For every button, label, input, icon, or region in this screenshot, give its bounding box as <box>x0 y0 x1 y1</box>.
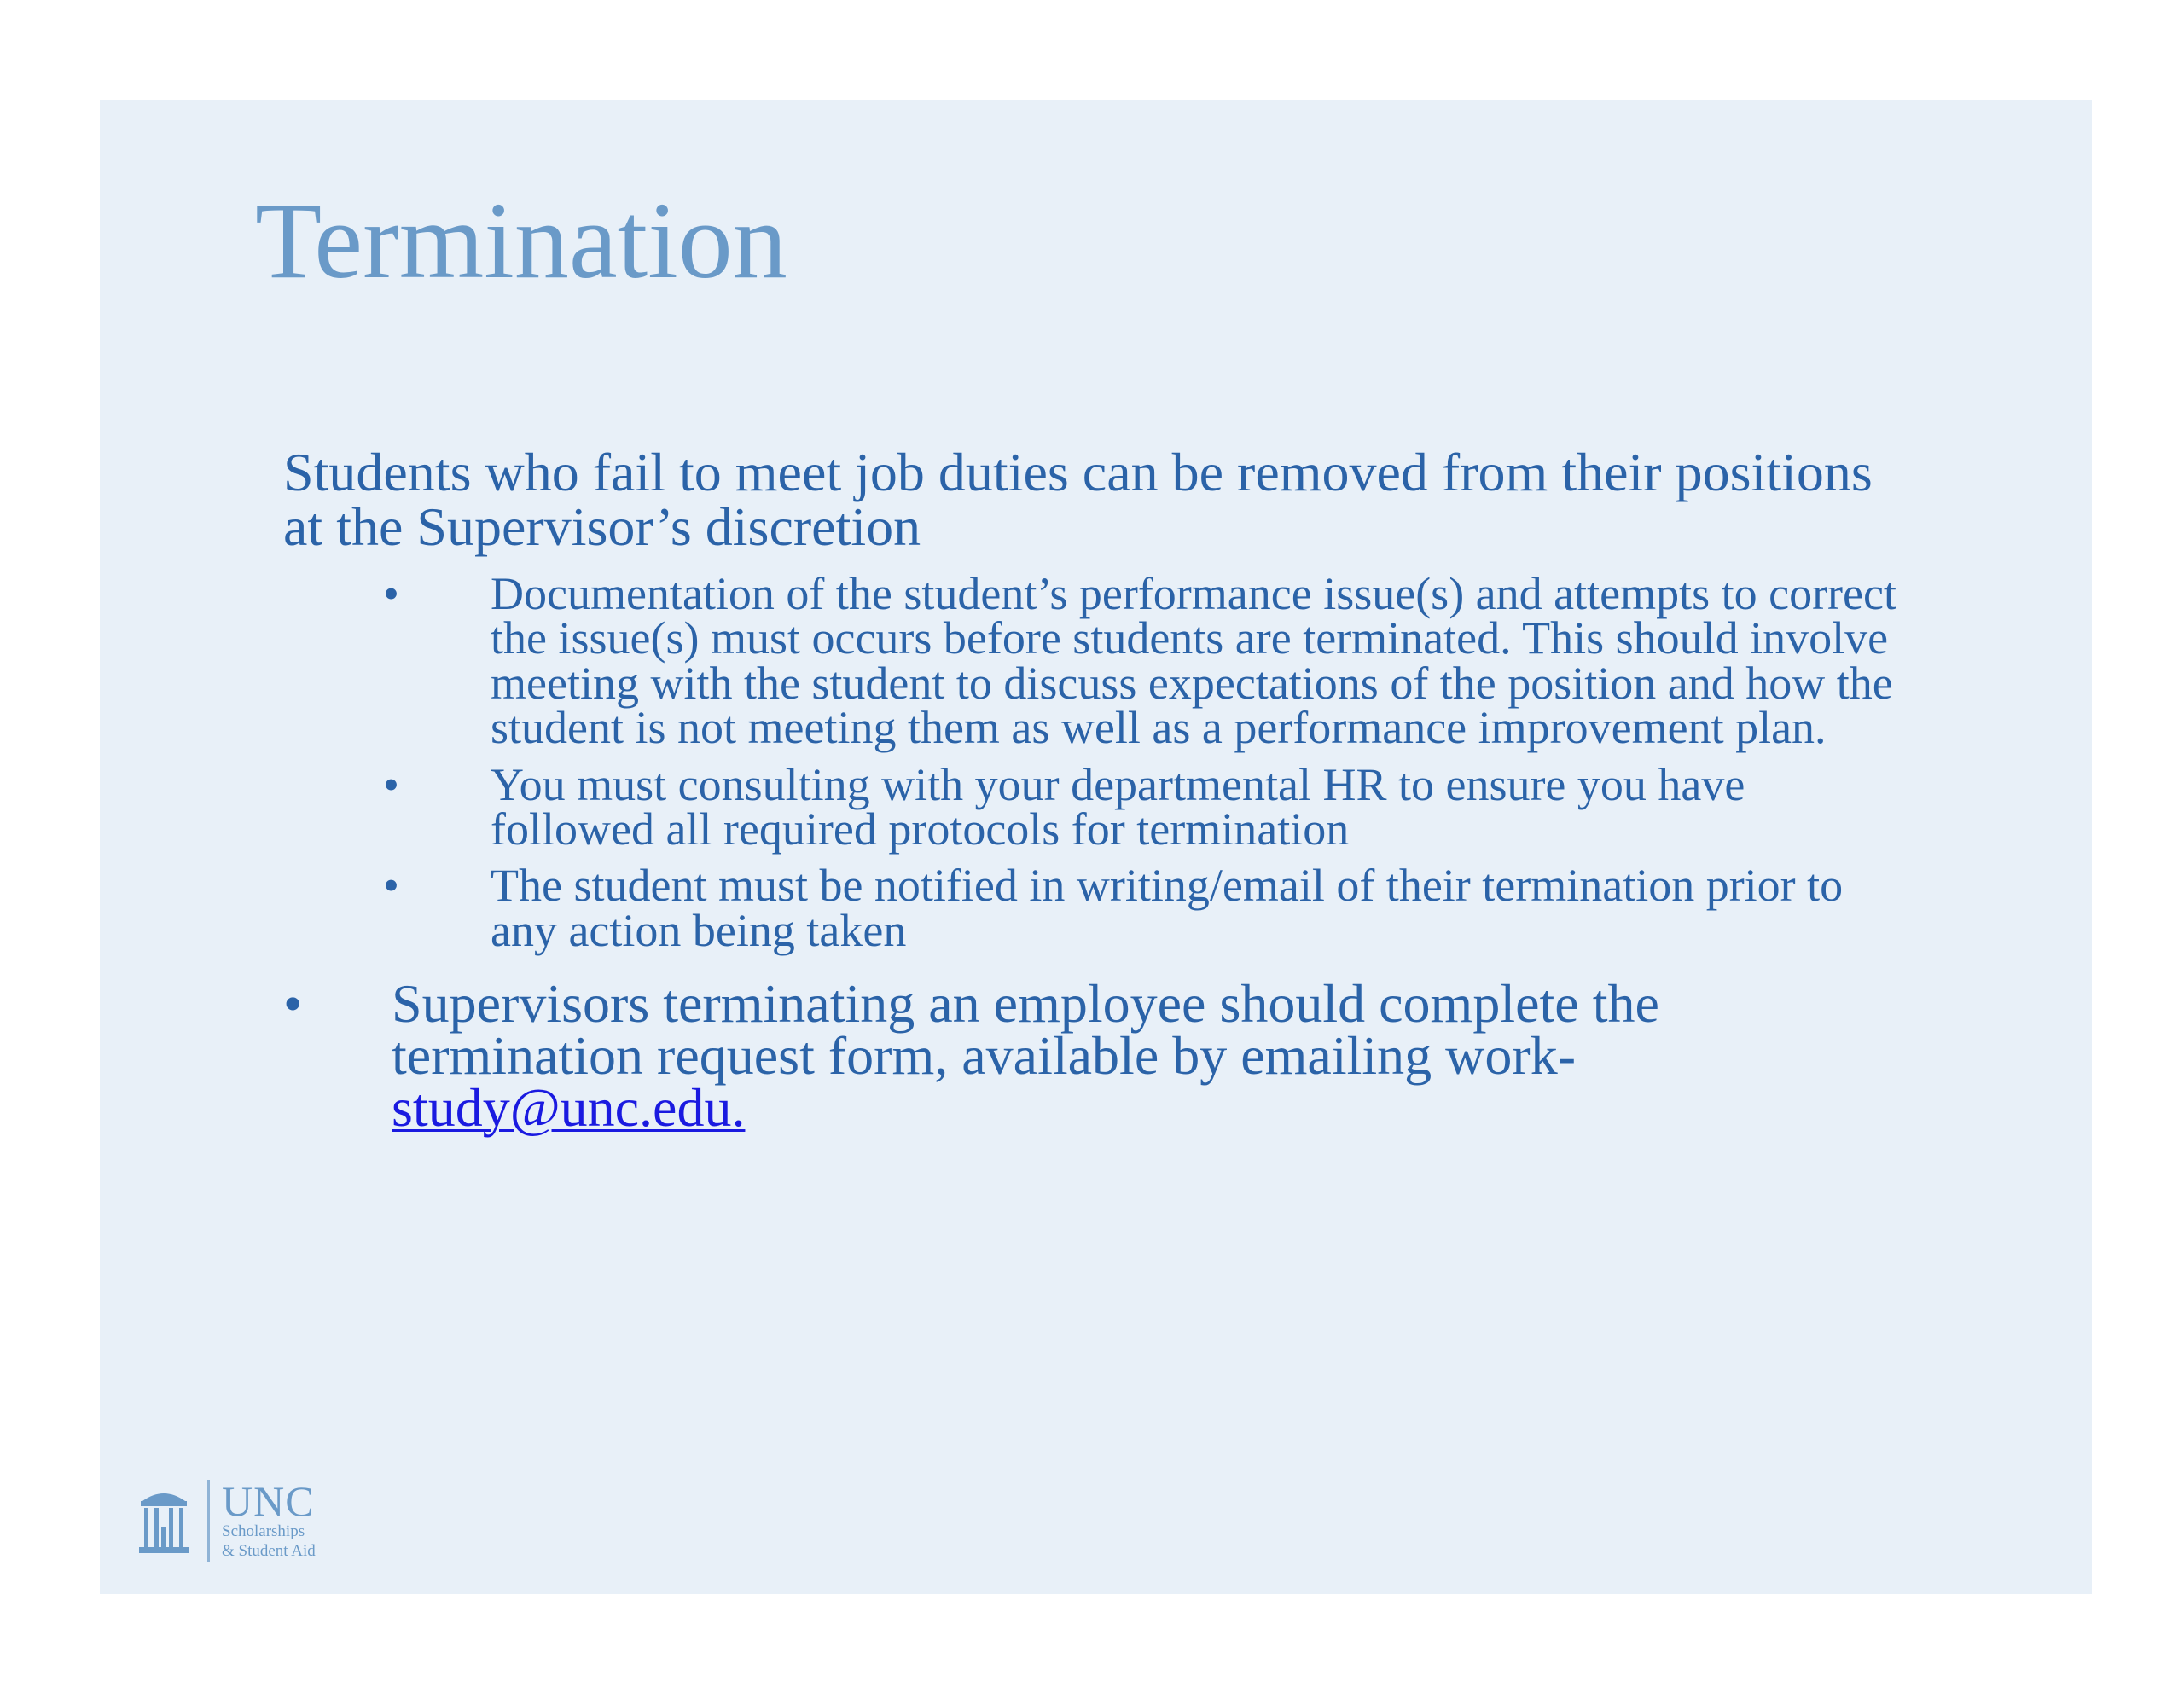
old-well-icon <box>137 1484 190 1557</box>
logo-line-2: & Student Aid <box>222 1542 316 1560</box>
sub-bullet-item <box>283 758 1904 855</box>
logo-name: UNC <box>222 1477 315 1526</box>
sub-bullet-list <box>283 568 1904 956</box>
bullet-icon: • <box>383 568 399 619</box>
main-bullet-text: Supervisors terminating an employee should complete the termination request form, available by emailing work- <box>392 973 1659 1086</box>
email-link[interactable]: study@unc.edu. <box>392 1076 746 1138</box>
intro-paragraph: Students who fail to meet job duties can be removed from their positions at the Supervisor’s discretion <box>283 442 1873 557</box>
bullet-icon: • <box>283 973 303 1034</box>
slide-body <box>283 442 1904 1138</box>
sub-bullet-text: You must consulting with your departmental HR to ensure you have followed all required protocols for termination <box>491 758 1745 855</box>
main-bullet-item <box>283 973 1904 1138</box>
unc-logo <box>137 1477 316 1562</box>
bullet-icon: • <box>383 758 399 810</box>
slide <box>100 100 2092 1594</box>
sub-bullet-item <box>283 860 1904 956</box>
sub-bullet-item <box>283 568 1904 754</box>
logo-line-1: Scholarships <box>222 1522 305 1541</box>
logo-divider <box>207 1480 210 1562</box>
sub-bullet-text: The student must be notified in writing/email of their termination prior to any action being taken <box>491 860 1844 956</box>
slide-title: Termination <box>255 180 787 301</box>
sub-bullet-text: Documentation of the student’s performance issue(s) and attempts to correct the issue(s) must occurs before students are terminated. This should involve meeting with the student to discuss expectations of the position and how the student is not meeting them as well as a performance improvement plan. <box>491 568 1896 754</box>
logo-text <box>222 1477 316 1562</box>
bullet-icon: • <box>383 860 399 912</box>
